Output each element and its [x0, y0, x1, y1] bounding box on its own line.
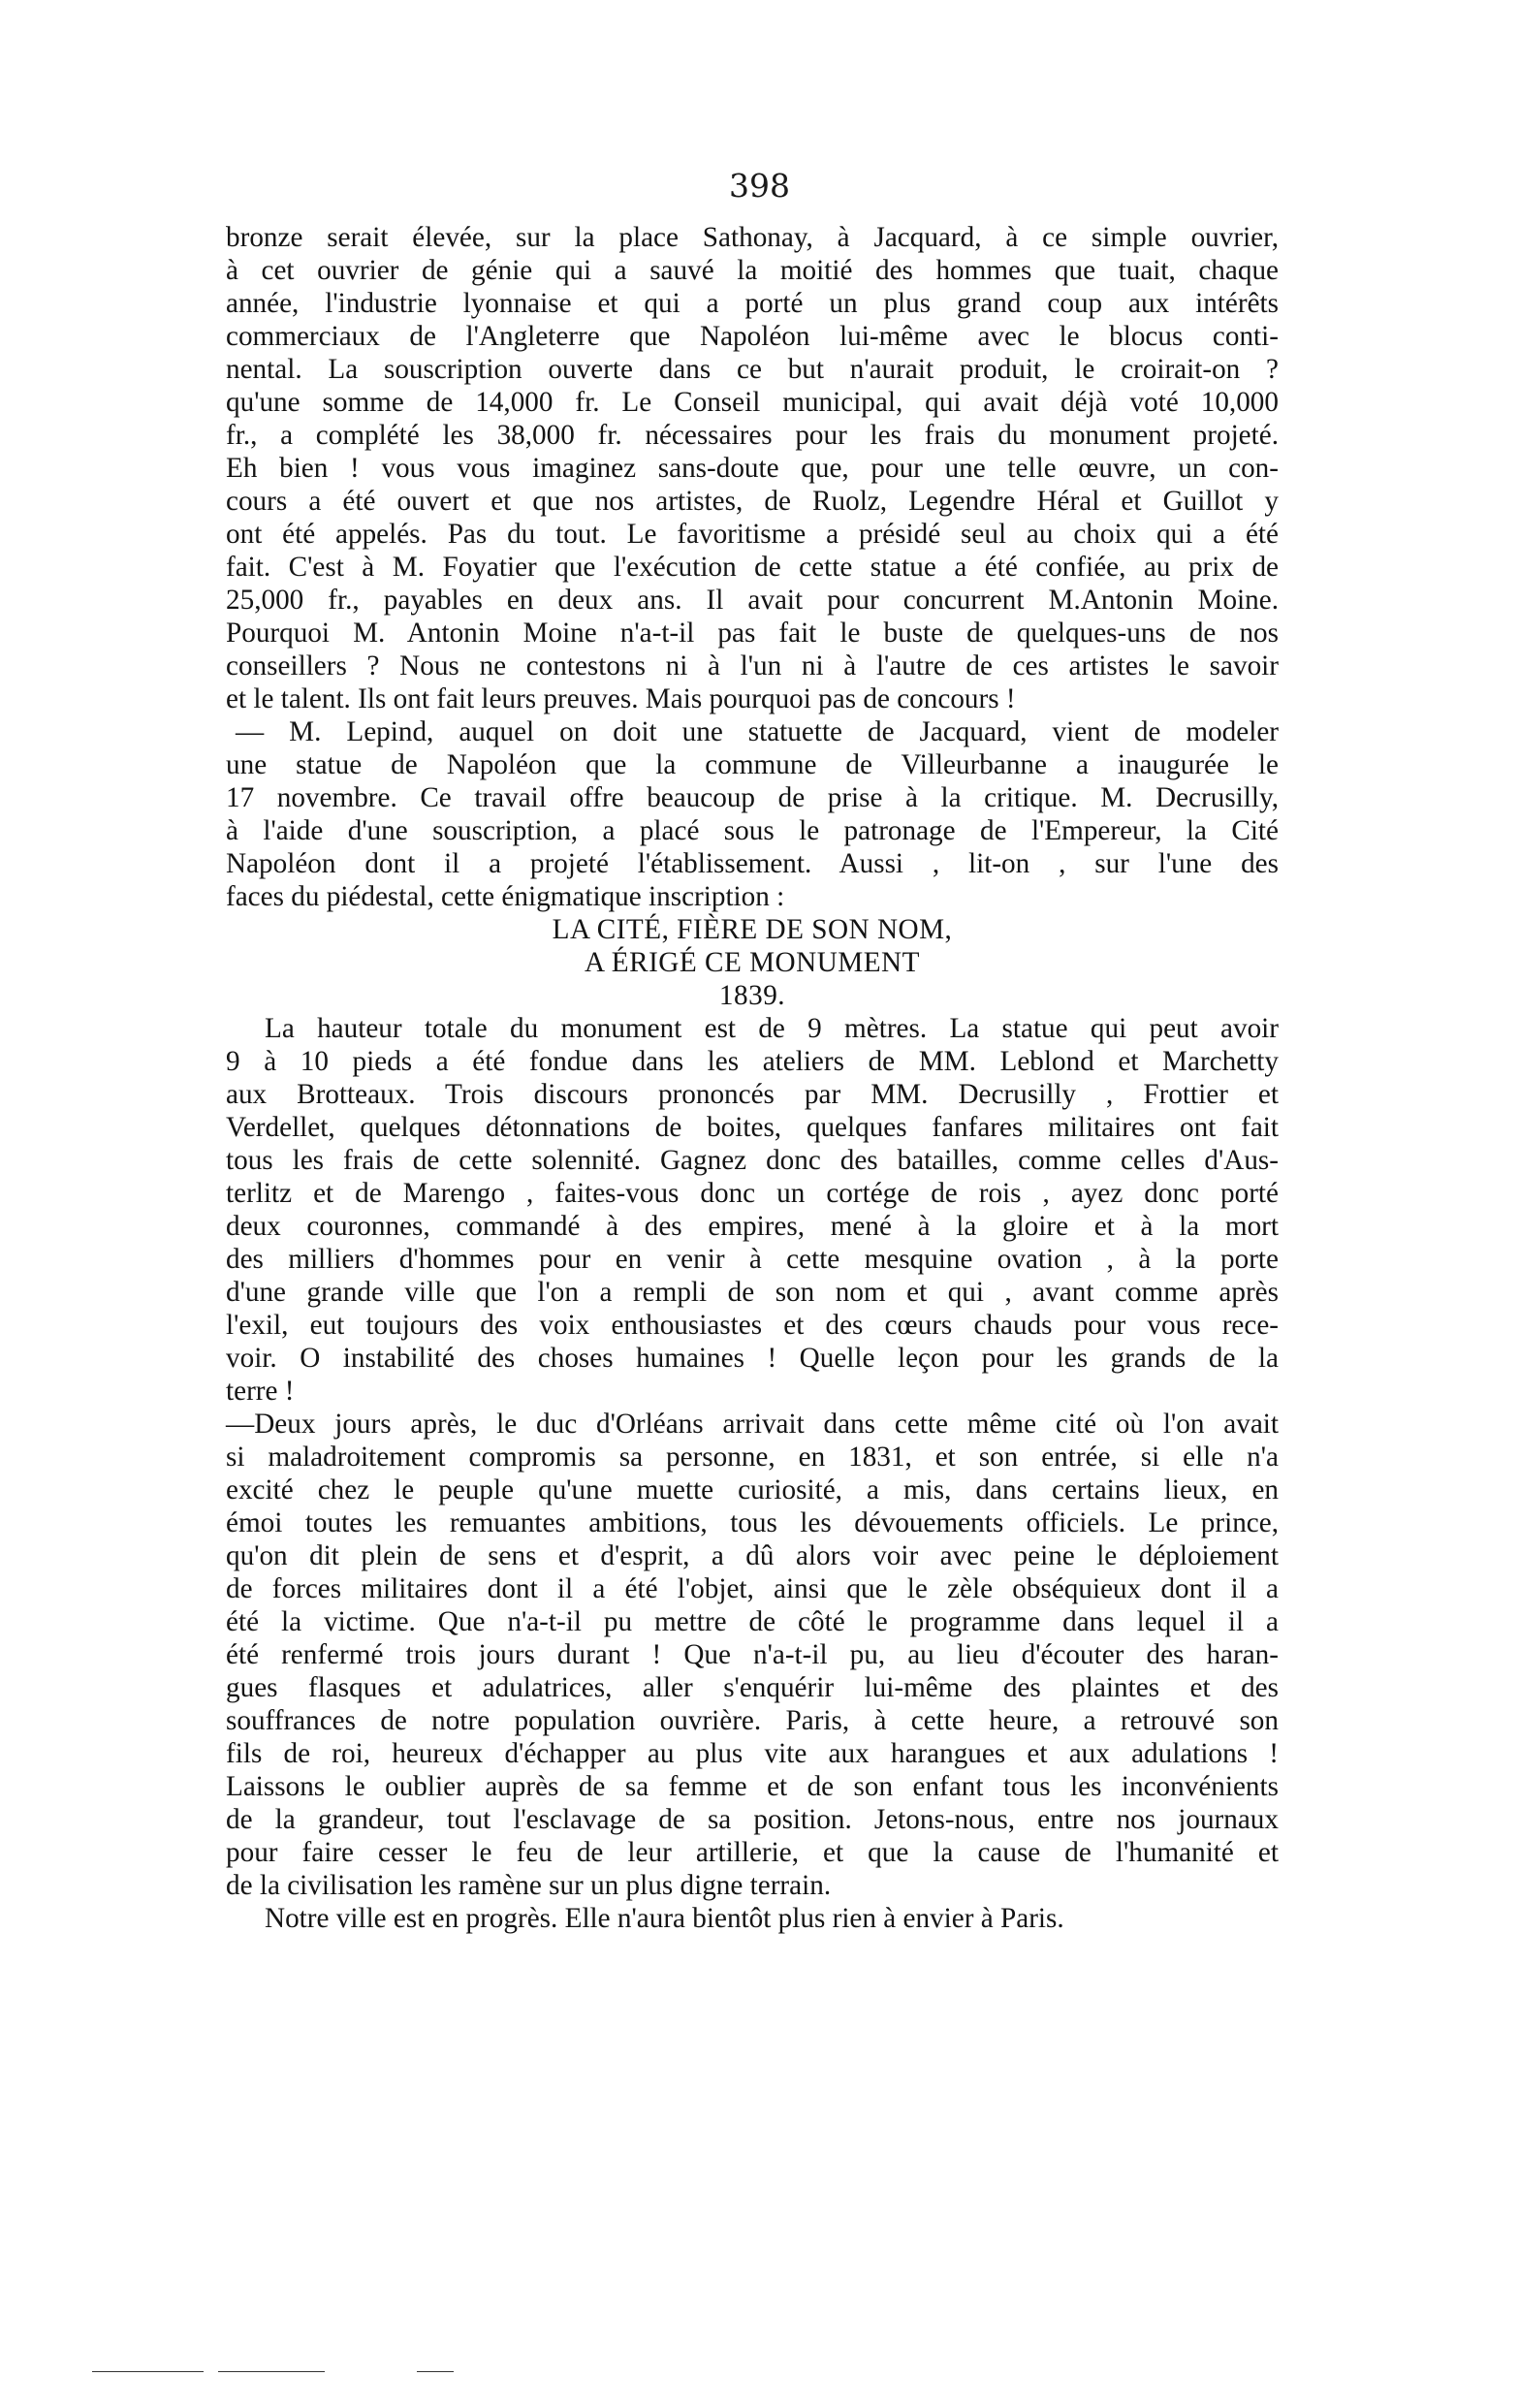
text-line: terre !	[226, 1376, 295, 1407]
text-line: excité chez le peuple qu'une muette curiosité, a mis, dans certains lieux, en	[226, 1474, 1279, 1505]
text-line: —Deux jours après, le duc d'Orléans arrivait dans cette même cité où l'on avait	[226, 1409, 1279, 1440]
text-line: Napoléon dont il a projeté l'établissement. Aussi , lit-on , sur l'une des	[226, 848, 1279, 879]
text-line: à cet ouvrier de génie qui a sauvé la moitié des hommes que tuait, chaque	[226, 255, 1279, 286]
inscription-year: 1839.	[718, 980, 786, 1011]
page-number: 398	[729, 167, 790, 205]
text-line: fr., a complété les 38,000 fr. nécessaires pour les frais du monument projeté.	[226, 420, 1279, 451]
text-line: Verdellet, quelques détonnations de boites, quelques fanfares militaires ont fait	[226, 1112, 1279, 1143]
text-line: une statue de Napoléon que la commune de Villeurbanne a inaugurée le	[226, 749, 1279, 780]
footer-rule	[218, 2371, 325, 2372]
text-line: voir. O instabilité des choses humaines ! Quelle leçon pour les grands de la	[226, 1343, 1279, 1374]
text-line: fils de roi, heureux d'échapper au plus vite aux harangues et aux adulations !	[226, 1738, 1279, 1769]
text-line: pour faire cesser le feu de leur artillerie, et que la cause de l'humanité et	[226, 1837, 1279, 1868]
text-line: Pourquoi M. Antonin Moine n'a-t-il pas fait le buste de quelques-uns de nos	[226, 618, 1279, 649]
text-line: fait. C'est à M. Foyatier que l'exécution de cette statue a été confiée, au prix de	[226, 552, 1279, 583]
body-text	[226, 221, 1279, 1935]
text-line: tous les frais de cette solennité. Gagnez donc des batailles, comme celles d'Aus-	[226, 1145, 1279, 1176]
text-line: commerciaux de l'Angleterre que Napoléon lui-même avec le blocus conti-	[226, 321, 1279, 352]
text-line: et le talent. Ils ont fait leurs preuves. Mais pourquoi pas de concours !	[226, 683, 1016, 714]
text-line: Laissons le oublier auprès de sa femme et de son enfant tous les inconvénients	[226, 1771, 1279, 1802]
text-line: de la civilisation les ramène sur un plus digne terrain.	[226, 1870, 832, 1901]
text-line: bronze serait élevée, sur la place Sathonay, à Jacquard, à ce simple ouvrier,	[226, 222, 1279, 253]
inscription-line: LA CITÉ, FIÈRE DE SON NOM,	[552, 914, 953, 945]
text-line: Notre ville est en progrès. Elle n'aura bientôt plus rien à envier à Paris.	[265, 1903, 1064, 1934]
text-line: à l'aide d'une souscription, a placé sous le patronage de l'Empereur, la Cité	[226, 815, 1279, 846]
text-line: nental. La souscription ouverte dans ce but n'aurait produit, le croirait-on ?	[226, 354, 1279, 385]
text-line: deux couronnes, commandé à des empires, mené à la gloire et à la mort	[226, 1211, 1279, 1242]
text-line: de la grandeur, tout l'esclavage de sa position. Jetons-nous, entre nos journaux	[226, 1804, 1279, 1835]
footer-rule	[92, 2371, 204, 2372]
text-line: année, l'industrie lyonnaise et qui a porté un plus grand coup aux intérêts	[226, 288, 1279, 319]
text-line: faces du piédestal, cette énigmatique inscription :	[226, 881, 785, 912]
text-line: Eh bien ! vous vous imaginez sans-doute que, pour une telle œuvre, un con-	[226, 453, 1279, 484]
text-line: l'exil, eut toujours des voix enthousiastes et des cœurs chauds pour vous rece-	[226, 1310, 1279, 1341]
text-line: émoi toutes les remuantes ambitions, tous les dévouements officiels. Le prince,	[226, 1507, 1279, 1538]
text-line: d'une grande ville que l'on a rempli de son nom et qui , avant comme après	[226, 1277, 1279, 1308]
text-line: qu'une somme de 14,000 fr. Le Conseil municipal, qui avait déjà voté 10,000	[226, 387, 1279, 418]
text-line: gues flasques et adulatrices, aller s'enquérir lui-même des plaintes et des	[226, 1672, 1279, 1703]
text-line: été la victime. Que n'a-t-il pu mettre de côté le programme dans lequel il a	[226, 1606, 1279, 1637]
footer-rule	[417, 2371, 454, 2372]
text-line: 17 novembre. Ce travail offre beaucoup de prise à la critique. M. Decrusilly,	[226, 782, 1279, 813]
text-line: La hauteur totale du monument est de 9 mètres. La statue qui peut avoir	[265, 1013, 1279, 1044]
text-line: cours a été ouvert et que nos artistes, de Ruolz, Legendre Héral et Guillot y	[226, 486, 1279, 517]
text-line: été renfermé trois jours durant ! Que n'a-t-il pu, au lieu d'écouter des haran-	[226, 1639, 1279, 1670]
text-line: aux Brotteaux. Trois discours prononcés par MM. Decrusilly , Frottier et	[226, 1079, 1279, 1110]
text-line: ont été appelés. Pas du tout. Le favoritisme a présidé seul au choix qui a été	[226, 519, 1279, 550]
text-line: de forces militaires dont il a été l'objet, ainsi que le zèle obséquieux dont il a	[226, 1573, 1279, 1604]
text-line: 9 à 10 pieds a été fondue dans les ateliers de MM. Leblond et Marchetty	[226, 1046, 1279, 1077]
text-line: des milliers d'hommes pour en venir à cette mesquine ovation , à la porte	[226, 1244, 1279, 1275]
text-line: 25,000 fr., payables en deux ans. Il avait pour concurrent M.Antonin Moine.	[226, 585, 1279, 616]
text-line: conseillers ? Nous ne contestons ni à l'un ni à l'autre de ces artistes le savoir	[226, 650, 1279, 681]
text-line: — M. Lepind, auquel on doit une statuette de Jacquard, vient de modeler	[236, 716, 1279, 747]
text-line: terlitz et de Marengo , faites-vous donc un cortége de rois , ayez donc porté	[226, 1178, 1279, 1209]
text-line: si maladroitement compromis sa personne, en 1831, et son entrée, si elle n'a	[226, 1442, 1279, 1473]
inscription-line: A ÉRIGÉ CE MONUMENT	[585, 947, 920, 978]
text-line: qu'on dit plein de sens et d'esprit, a dû alors voir avec peine le déploiement	[226, 1540, 1279, 1571]
text-line: souffrances de notre population ouvrière. Paris, à cette heure, a retrouvé son	[226, 1705, 1279, 1736]
